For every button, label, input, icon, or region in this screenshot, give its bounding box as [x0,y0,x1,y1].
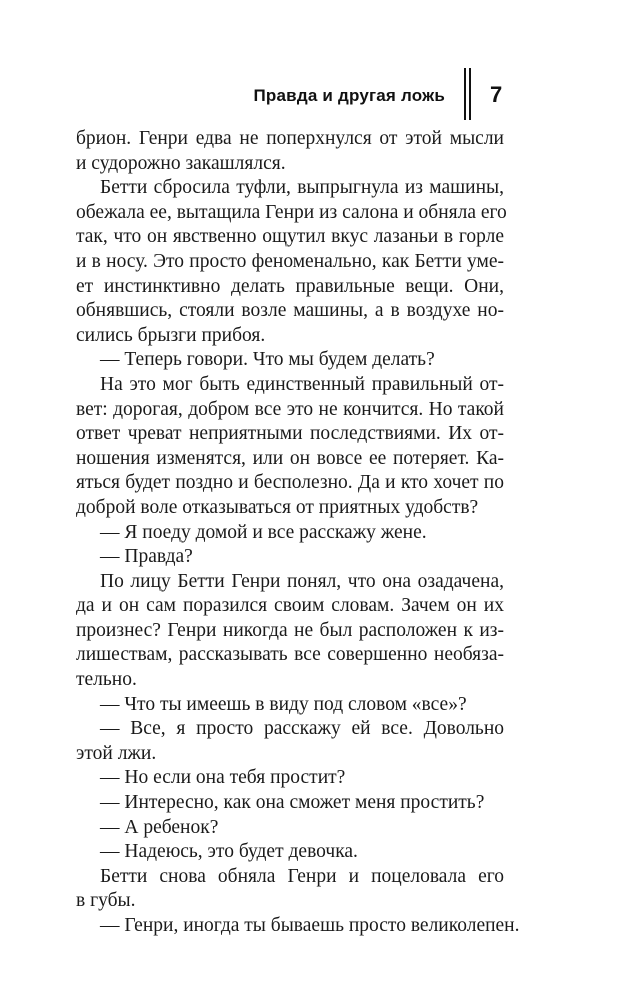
text-line: этой лжи. [76,742,157,764]
text-line: — Что ты имеешь в виду под словом «все»? [100,693,467,715]
text-line: сились брызги прибоя. [76,324,266,346]
header-divider [464,68,471,120]
text-line: На это мог быть единственный правильный от- [100,373,504,395]
text-line: в губы. [76,890,136,912]
text-line: и в носу. Это просто феноменально, как Бетти уме- [76,250,504,272]
text-line: брион. Генри едва не поперхнулся от этой мысли [76,128,504,149]
text-line: — Но если она тебя простит? [100,767,346,789]
text-line: обежала ее, вытащила Генри из салона и обняла его [76,201,507,223]
text-line: — Правда? [100,546,193,568]
text-line: да и он сам поразился своим словам. Зачем он их [76,595,504,617]
text-line: — Я поеду домой и все расскажу жене. [100,521,427,543]
text-line: яться будет поздно и бесполезно. Да и кто хочет по [76,472,504,494]
text-line: ношения изменятся, или он вовсе ее потеряет. Ка- [76,447,504,469]
text-line: так, что он явственно ощутил вкус лазаньи в горле [76,226,504,248]
text-line: По лицу Бетти Генри понял, что она озадачена, [100,570,504,592]
text-line: и судорожно закашлялся. [76,152,286,174]
page-number: 7 [490,82,503,107]
text-line: — Интересно, как она сможет меня простить? [100,792,485,814]
running-header [0,84,633,124]
text-line: доброй воле отказываться от приятных удобств? [76,496,479,518]
text-line: Бетти сбросила туфли, выпрыгнула из машины, [100,177,504,199]
text-line: тельно. [76,669,137,691]
text-line: — А ребенок? [100,816,219,838]
text-line: обнявшись, стояли возле машины, а в воздухе но- [76,300,504,322]
text-line: Бетти снова обняла Генри и поцеловала его [100,865,504,887]
text-line: — Теперь говори. Что мы будем делать? [100,349,435,371]
text-line: — Все, я просто расскажу ей все. Довольно [100,718,504,740]
running-title: Правда и другая ложь [253,86,445,105]
text-line: ответ чреват неприятными последствиями. Их от- [76,423,504,445]
text-line: лишествам, рассказывать все совершенно необяза- [76,644,504,666]
text-line: — Генри, иногда ты бываешь просто великолепен. [100,915,520,936]
body-text [76,127,520,939]
text-line: произнес? Генри никогда не был расположен к из- [76,619,504,641]
text-line: вет: дорогая, добром все это не кончится. Но такой [76,398,504,420]
text-line: — Надеюсь, это будет девочка. [100,841,358,863]
text-line: ет инстинктивно делать правильные вещи. Они, [76,275,504,297]
